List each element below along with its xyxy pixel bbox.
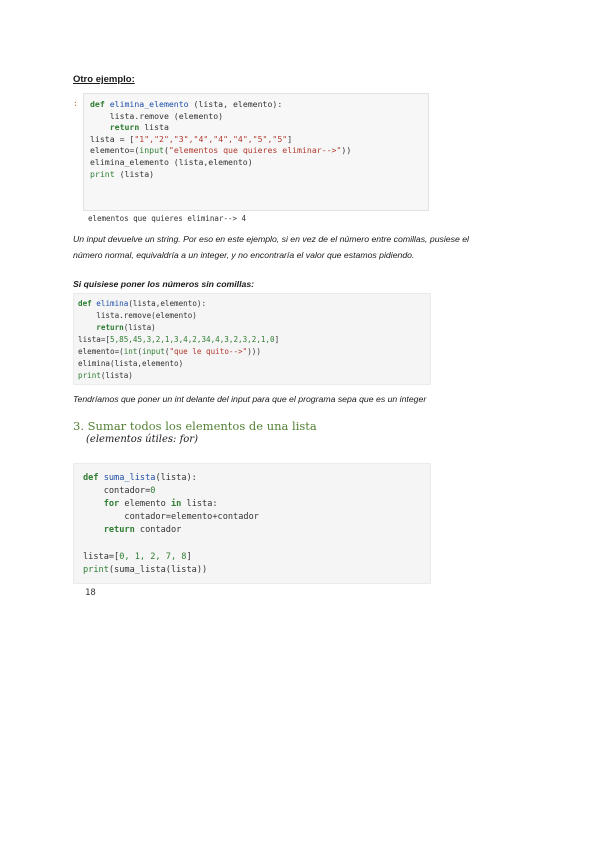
code-token — [78, 323, 96, 332]
code-token: lista=[ — [78, 335, 111, 344]
code-token: elimina(lista,elemento) — [78, 359, 184, 368]
code-line — [83, 511, 259, 524]
code-line — [78, 298, 279, 310]
code-token: lista — [139, 122, 169, 133]
code-token — [83, 525, 104, 535]
code-line — [78, 358, 279, 370]
section-title-sumar: 3. Sumar todos los elementos de una lista — [73, 419, 317, 433]
code-token: contador — [134, 525, 182, 536]
code-token: 0 — [150, 486, 156, 497]
code-token: contador= — [83, 486, 151, 497]
code-token: ] — [186, 551, 192, 562]
code-token: input — [139, 145, 164, 156]
code-token: ))) — [247, 347, 261, 356]
code-cell-1[interactable] — [73, 93, 428, 211]
code-token: "que le quito-->" — [169, 347, 248, 356]
code-line — [83, 537, 259, 550]
code-token: lista=[ — [83, 551, 120, 562]
code-line — [90, 111, 351, 123]
code-token: print — [83, 564, 109, 575]
code-token: "1","2","3","4","4","4","5","5" — [134, 133, 288, 144]
code-token: elimina — [96, 299, 129, 308]
code-line — [83, 524, 259, 537]
section-subtitle-elementos-utiles: (elementos útiles: for) — [86, 434, 198, 445]
code-token — [83, 499, 104, 509]
code-cell-3[interactable] — [73, 463, 431, 584]
code-line — [90, 134, 351, 146]
code-token: (lista) — [100, 371, 133, 380]
code-line — [83, 485, 259, 498]
code-token: return — [103, 525, 135, 536]
code-token: ( — [137, 347, 143, 356]
code-line — [90, 157, 351, 169]
code-cell-3-output: 18 — [85, 588, 96, 598]
code-line — [83, 498, 259, 511]
code-token: elimina_elemento (lista,elemento) — [90, 156, 253, 167]
code-line — [83, 564, 259, 577]
paragraph-input-explanation-line-1: Un input devuelve un string. Por eso en este ejemplo, si en vez de el número entre comillas, pusiese el — [73, 234, 469, 244]
code-token: elemento — [119, 499, 171, 510]
code-token: "elementos que quieres eliminar-->" — [168, 145, 342, 156]
paragraph-int-note: Tendríamos que poner un int delante del input para que el programa sepa que es un integer — [73, 394, 427, 404]
code-cell-1-source[interactable] — [90, 99, 351, 180]
code-token: def — [78, 299, 97, 308]
code-line — [78, 334, 279, 346]
code-cell-2-source[interactable] — [78, 298, 279, 382]
code-cell-1-output: elementos que quieres eliminar--> 4 — [88, 214, 247, 223]
code-token: (lista, elemento): — [188, 99, 283, 109]
code-line — [78, 370, 279, 382]
code-token: (lista) — [123, 323, 156, 332]
code-token: lista.remove (elemento) — [90, 110, 224, 121]
code-token: ( — [163, 145, 169, 156]
code-line — [78, 310, 279, 322]
code-token: (lista): — [155, 473, 197, 483]
code-line — [78, 322, 279, 334]
code-token: (lista,elemento): — [128, 299, 207, 308]
code-token: ( — [164, 347, 170, 356]
code-token: lista: — [181, 499, 218, 510]
code-token: )) — [341, 145, 352, 156]
code-token: suma_lista — [103, 473, 156, 483]
code-line — [78, 346, 279, 358]
code-token: return — [109, 122, 140, 133]
code-line — [90, 99, 351, 111]
code-cell-1-input[interactable] — [83, 93, 429, 211]
code-token: int — [123, 347, 138, 356]
code-line — [90, 169, 351, 181]
code-line — [83, 551, 259, 564]
code-token: def — [90, 99, 110, 109]
code-token: elemento=( — [78, 347, 124, 356]
code-token: input — [142, 347, 165, 356]
code-line — [83, 472, 259, 485]
code-token: ] — [274, 335, 280, 344]
code-token: print — [78, 371, 101, 380]
code-cell-2[interactable] — [73, 293, 431, 385]
code-token: ] — [287, 133, 293, 144]
code-token: def — [83, 473, 104, 483]
code-token: elimina_elemento — [109, 99, 189, 109]
code-token: (suma_lista(lista)) — [108, 564, 208, 575]
code-cell-3-source[interactable] — [83, 472, 259, 577]
code-token: 5,85,45,3,2,1,3,4,2,34,4,3,2,3,2,1,0 — [110, 335, 275, 344]
paragraph-input-explanation-line-2: número normal, equivaldría a un integer, y no encontraría el valor que estamos pidiendo. — [73, 250, 415, 260]
code-token: (lista) — [114, 168, 155, 179]
cell-prompt: : — [73, 99, 78, 108]
code-token: for — [103, 499, 120, 510]
code-line — [90, 145, 351, 157]
code-token: lista.remove(elemento) — [78, 311, 197, 320]
code-token: return — [96, 323, 124, 332]
code-token — [90, 122, 110, 132]
code-token: in — [170, 499, 182, 510]
code-line — [90, 122, 351, 134]
section-heading-otro-ejemplo: Otro ejemplo: — [73, 74, 135, 85]
code-token: lista = [ — [90, 133, 135, 144]
code-token: 0, 1, 2, 7, 8 — [119, 551, 187, 562]
code-token: elemento=( — [90, 145, 140, 156]
paragraph-sin-comillas-heading: Si quisiese poner los números sin comillas: — [73, 279, 255, 289]
code-token: print — [90, 168, 115, 179]
code-token: contador=elemento+contador — [83, 512, 259, 523]
